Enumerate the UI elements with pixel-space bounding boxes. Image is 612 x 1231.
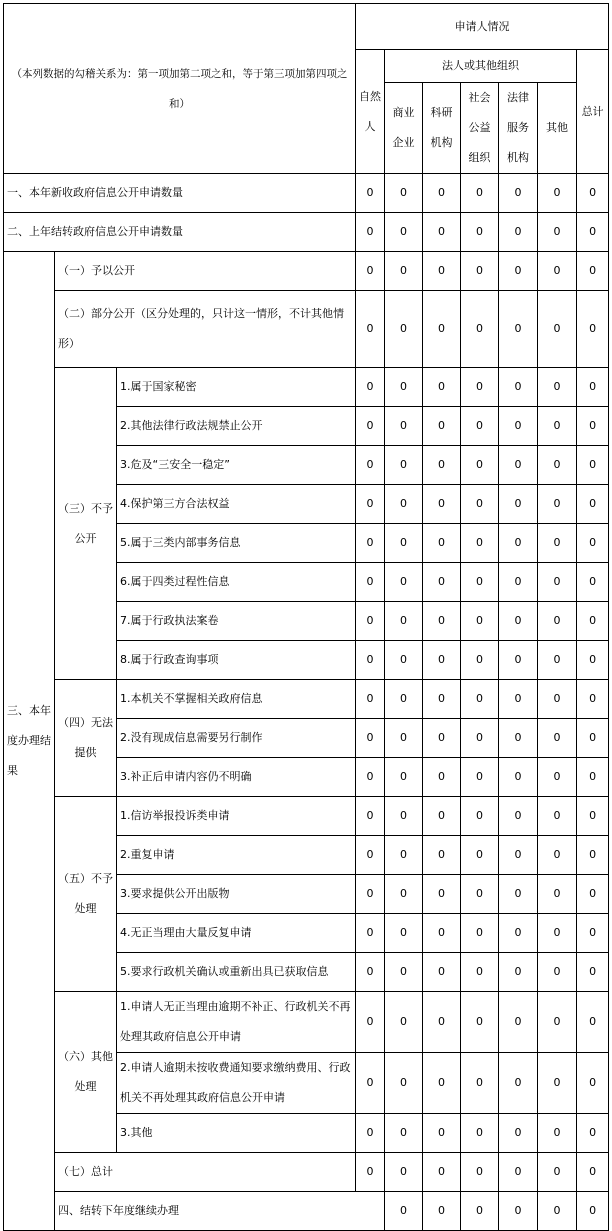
cell-value: 0: [499, 992, 538, 1053]
cell-value: 0: [385, 407, 423, 446]
cell-value: 0: [461, 836, 499, 875]
cell-value: 0: [385, 797, 423, 836]
cell-value: 0: [385, 680, 423, 719]
table-note: （本列数据的勾稽关系为：第一项加第二项之和，等于第三项加第四项之和）: [4, 4, 356, 174]
item-label: 2.没有现成信息需要另行制作: [117, 719, 356, 758]
group-6-label: （六）其他处理: [55, 992, 117, 1153]
row-label: 二、上年结转政府信息公开申请数量: [4, 213, 356, 252]
cell-value: 0: [423, 291, 461, 368]
cell-value: 0: [461, 446, 499, 485]
cell-value: 0: [538, 446, 577, 485]
cell-value: 0: [356, 680, 385, 719]
cell-value: 0: [356, 407, 385, 446]
cell-value: 0: [385, 641, 423, 680]
cell-value: 0: [423, 368, 461, 407]
cell-value: 0: [461, 797, 499, 836]
cell-value: 0: [577, 524, 609, 563]
cell-value: 0: [461, 680, 499, 719]
cell-value: 0: [577, 797, 609, 836]
item-label: 4.无正当理由大量反复申请: [117, 914, 356, 953]
item-label: 1.信访举报投诉类申请: [117, 797, 356, 836]
cell-value: 0: [356, 252, 385, 291]
cell-value: 0: [385, 368, 423, 407]
cell-value: 0: [423, 485, 461, 524]
cell-value: 0: [461, 291, 499, 368]
applicant-header: 申请人情况: [356, 4, 609, 50]
cell-value: 0: [356, 485, 385, 524]
cell-value: 0: [385, 524, 423, 563]
cell-value: 0: [385, 213, 423, 252]
cell-value: 0: [499, 368, 538, 407]
cell-value: 0: [423, 680, 461, 719]
item-label: 3.危及“三安全一稳定”: [117, 446, 356, 485]
cell-value: 0: [538, 1053, 577, 1114]
cell-value: 0: [423, 992, 461, 1053]
cell-value: 0: [538, 524, 577, 563]
cell-value: 0: [461, 1053, 499, 1114]
cell-value: 0: [385, 914, 423, 953]
cell-value: 0: [577, 252, 609, 291]
cell-value: 0: [461, 602, 499, 641]
cell-value: 0: [461, 407, 499, 446]
group-5-label: （五）不予处理: [55, 797, 117, 992]
cell-value: 0: [538, 252, 577, 291]
cell-value: 0: [577, 1192, 609, 1231]
cell-value: 0: [499, 485, 538, 524]
cell-value: 0: [577, 953, 609, 992]
cell-value: 0: [538, 875, 577, 914]
cell-value: 0: [423, 213, 461, 252]
cell-value: 0: [499, 758, 538, 797]
other-header: 其他: [538, 83, 577, 174]
cell-value: 0: [423, 407, 461, 446]
cell-value: 0: [538, 641, 577, 680]
social-header: 社会公益组织: [461, 83, 499, 174]
cell-value: 0: [577, 407, 609, 446]
cell-value: 0: [499, 252, 538, 291]
cell-value: 0: [538, 407, 577, 446]
cell-value: 0: [538, 213, 577, 252]
cell-value: 0: [461, 213, 499, 252]
legal-service-header: 法律服务机构: [499, 83, 538, 174]
row-label: 一、本年新收政府信息公开申请数量: [4, 174, 356, 213]
row-label: 四、结转下年度继续办理: [55, 1192, 385, 1231]
cell-value: 0: [356, 174, 385, 213]
cell-value: 0: [538, 563, 577, 602]
cell-value: 0: [577, 368, 609, 407]
cell-value: 0: [577, 758, 609, 797]
item-label: 1.属于国家秘密: [117, 368, 356, 407]
cell-value: 0: [423, 174, 461, 213]
cell-value: 0: [356, 719, 385, 758]
cell-value: 0: [461, 563, 499, 602]
row-label: （二）部分公开（区分处理的，只计这一情形，不计其他情形）: [55, 291, 356, 368]
row-label: （一）予以公开: [55, 252, 356, 291]
cell-value: 0: [499, 875, 538, 914]
cell-value: 0: [423, 641, 461, 680]
cell-value: 0: [385, 719, 423, 758]
cell-value: 0: [538, 914, 577, 953]
cell-value: 0: [385, 992, 423, 1053]
cell-value: 0: [499, 641, 538, 680]
cell-value: 0: [577, 485, 609, 524]
item-label: 2.其他法律行政法规禁止公开: [117, 407, 356, 446]
cell-value: 0: [423, 1153, 461, 1192]
cell-value: 0: [499, 524, 538, 563]
cell-value: 0: [461, 992, 499, 1053]
cell-value: 0: [538, 368, 577, 407]
cell-value: 0: [385, 1114, 423, 1153]
cell-value: 0: [499, 1114, 538, 1153]
cell-value: 0: [577, 1153, 609, 1192]
cell-value: 0: [356, 641, 385, 680]
cell-value: 0: [577, 914, 609, 953]
cell-value: 0: [385, 291, 423, 368]
cell-value: 0: [356, 953, 385, 992]
cell-value: 0: [385, 1192, 423, 1231]
cell-value: 0: [356, 797, 385, 836]
cell-value: 0: [499, 174, 538, 213]
cell-value: 0: [577, 446, 609, 485]
cell-value: 0: [423, 758, 461, 797]
section-3-label: 三、本年度办理结果: [4, 252, 55, 1231]
cell-value: 0: [538, 992, 577, 1053]
cell-value: 0: [538, 836, 577, 875]
cell-value: 0: [356, 758, 385, 797]
cell-value: 0: [538, 1153, 577, 1192]
cell-value: 0: [356, 524, 385, 563]
cell-value: 0: [385, 174, 423, 213]
row-label: （七）总计: [55, 1153, 356, 1192]
cell-value: 0: [423, 914, 461, 953]
cell-value: 0: [499, 446, 538, 485]
cell-value: 0: [577, 213, 609, 252]
cell-value: 0: [356, 875, 385, 914]
cell-value: 0: [385, 1153, 423, 1192]
cell-value: 0: [423, 797, 461, 836]
cell-value: 0: [538, 719, 577, 758]
cell-value: 0: [385, 485, 423, 524]
cell-value: 0: [577, 680, 609, 719]
cell-value: 0: [538, 797, 577, 836]
group-3-label: （三）不予公开: [55, 368, 117, 680]
cell-value: 0: [499, 213, 538, 252]
cell-value: 0: [385, 602, 423, 641]
cell-value: 0: [577, 992, 609, 1053]
cell-value: 0: [538, 602, 577, 641]
cell-value: 0: [499, 914, 538, 953]
cell-value: 0: [356, 602, 385, 641]
cell-value: 0: [461, 1153, 499, 1192]
cell-value: 0: [577, 174, 609, 213]
cell-value: 0: [423, 719, 461, 758]
item-label: 1.本机关不掌握相关政府信息: [117, 680, 356, 719]
natural-person-header: 自然人: [356, 50, 385, 174]
item-label: 3.其他: [117, 1114, 356, 1153]
cell-value: 0: [461, 953, 499, 992]
cell-value: 0: [499, 1153, 538, 1192]
cell-value: 0: [423, 563, 461, 602]
cell-value: 0: [385, 758, 423, 797]
cell-value: 0: [461, 875, 499, 914]
cell-value: 0: [385, 252, 423, 291]
item-label: 5.属于三类内部事务信息: [117, 524, 356, 563]
item-label: 6.属于四类过程性信息: [117, 563, 356, 602]
cell-value: 0: [577, 641, 609, 680]
cell-value: 0: [385, 563, 423, 602]
cell-value: 0: [423, 446, 461, 485]
cell-value: 0: [385, 836, 423, 875]
total-header: 总计: [577, 50, 609, 174]
commercial-header: 商业企业: [385, 83, 423, 174]
cell-value: 0: [356, 914, 385, 953]
cell-value: 0: [538, 485, 577, 524]
cell-value: 0: [538, 680, 577, 719]
cell-value: 0: [538, 758, 577, 797]
cell-value: 0: [499, 291, 538, 368]
cell-value: 0: [577, 875, 609, 914]
cell-value: 0: [538, 1192, 577, 1231]
item-label: 3.要求提供公开出版物: [117, 875, 356, 914]
item-label: 4.保护第三方合法权益: [117, 485, 356, 524]
cell-value: 0: [461, 252, 499, 291]
cell-value: 0: [423, 252, 461, 291]
cell-value: 0: [577, 291, 609, 368]
cell-value: 0: [461, 719, 499, 758]
cell-value: 0: [423, 1192, 461, 1231]
cell-value: 0: [356, 563, 385, 602]
item-label: 3.补正后申请内容仍不明确: [117, 758, 356, 797]
cell-value: 0: [356, 213, 385, 252]
cell-value: 0: [499, 836, 538, 875]
item-label: 2.重复申请: [117, 836, 356, 875]
cell-value: 0: [461, 1192, 499, 1231]
cell-value: 0: [385, 953, 423, 992]
cell-value: 0: [499, 953, 538, 992]
cell-value: 0: [577, 719, 609, 758]
cell-value: 0: [461, 1114, 499, 1153]
research-header: 科研机构: [423, 83, 461, 174]
cell-value: 0: [461, 758, 499, 797]
cell-value: 0: [385, 1053, 423, 1114]
cell-value: 0: [356, 291, 385, 368]
cell-value: 0: [356, 836, 385, 875]
cell-value: 0: [385, 446, 423, 485]
cell-value: 0: [577, 1053, 609, 1114]
cell-value: 0: [461, 524, 499, 563]
cell-value: 0: [423, 953, 461, 992]
cell-value: 0: [356, 992, 385, 1053]
cell-value: 0: [577, 1114, 609, 1153]
cell-value: 0: [356, 1053, 385, 1114]
item-label: 5.要求行政机关确认或重新出具已获取信息: [117, 953, 356, 992]
cell-value: 0: [538, 1114, 577, 1153]
cell-value: 0: [461, 485, 499, 524]
cell-value: 0: [499, 407, 538, 446]
cell-value: 0: [356, 1114, 385, 1153]
cell-value: 0: [423, 836, 461, 875]
cell-value: 0: [461, 174, 499, 213]
cell-value: 0: [423, 1053, 461, 1114]
cell-value: 0: [499, 680, 538, 719]
cell-value: 0: [499, 797, 538, 836]
item-label: 1.申请人无正当理由逾期不补正、行政机关不再处理其政府信息公开申请: [117, 992, 356, 1053]
cell-value: 0: [577, 563, 609, 602]
cell-value: 0: [577, 836, 609, 875]
cell-value: 0: [538, 174, 577, 213]
cell-value: 0: [499, 563, 538, 602]
item-label: 2.申请人逾期未按收费通知要求缴纳费用、行政机关不再处理其政府信息公开申请: [117, 1053, 356, 1114]
cell-value: 0: [385, 875, 423, 914]
legal-group-header: 法人或其他组织: [385, 50, 577, 83]
cell-value: 0: [356, 1153, 385, 1192]
cell-value: 0: [577, 602, 609, 641]
cell-value: 0: [499, 719, 538, 758]
cell-value: 0: [461, 641, 499, 680]
cell-value: 0: [423, 602, 461, 641]
disclosure-statistics-table: [3, 3, 609, 1231]
cell-value: 0: [423, 1114, 461, 1153]
cell-value: 0: [538, 953, 577, 992]
cell-value: 0: [499, 1053, 538, 1114]
cell-value: 0: [499, 602, 538, 641]
group-4-label: （四）无法提供: [55, 680, 117, 797]
cell-value: 0: [461, 914, 499, 953]
cell-value: 0: [356, 446, 385, 485]
cell-value: 0: [499, 1192, 538, 1231]
cell-value: 0: [356, 368, 385, 407]
cell-value: 0: [461, 368, 499, 407]
cell-value: 0: [423, 524, 461, 563]
cell-value: 0: [423, 875, 461, 914]
cell-value: 0: [538, 291, 577, 368]
item-label: 8.属于行政查询事项: [117, 641, 356, 680]
item-label: 7.属于行政执法案卷: [117, 602, 356, 641]
